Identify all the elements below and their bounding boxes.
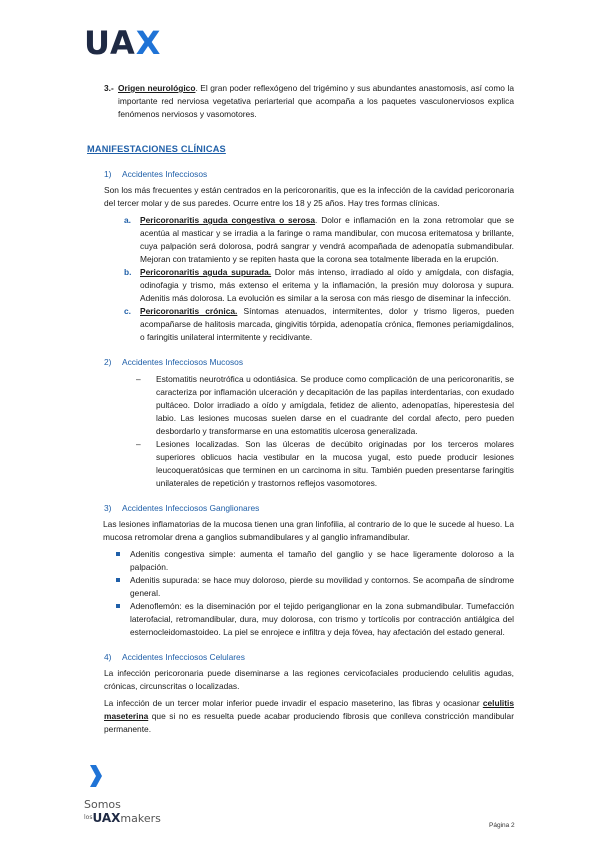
bullet-icon bbox=[116, 552, 120, 556]
bullet-list bbox=[116, 548, 514, 639]
paragraph: La infección pericoronaria puede diseminarse a las regiones cervicofaciales produciendo celulitis agudas, crónicas, circunscritas o localizadas. bbox=[104, 668, 514, 691]
item-text: . El gran poder reflexógeno del trigémino y sus abundantes anastomosis, así como la importante red nerviosa vegetativa periarterial que acompaña a los paquetes vasculonerviosos explica fenómenos nerviosos y vasomotores. bbox=[118, 83, 514, 119]
uax-logo bbox=[84, 24, 162, 62]
footer-somos: Somos bbox=[84, 798, 121, 811]
subsection-title-2: 2) Accidentes Infecciosos Mucosos bbox=[104, 357, 244, 367]
item-title: Origen neurológico bbox=[118, 83, 196, 93]
list-item: Adenoflemón: es la diseminación por el tejido periganglionar en la zona submandibular. Tumefacción laterofacial, retromandibular, dura, muy dolorosa, con trismo y tortícolis por contracción antiálgica del esternocleidomastoideo. La piel se enrojece e infiltra y deja fóvea, hay afectación del estado general. bbox=[116, 600, 514, 639]
chevron-right-icon bbox=[88, 765, 102, 787]
logo-x: X bbox=[135, 24, 162, 62]
paragraph: La infección de un tercer molar inferior puede invadir el espacio maseterino, las fibras y ocasionar celulitis maseterina que si no es resuelta puede acabar produciendo fibrosis que conlleva constricción mandibular permanente. bbox=[104, 698, 514, 734]
bullet-icon bbox=[116, 578, 120, 582]
subsection-title-3: 3) Accidentes Infecciosos Ganglionares bbox=[104, 503, 260, 513]
list-item-origen-neurologico bbox=[104, 82, 514, 121]
logo-text: UA bbox=[84, 24, 136, 62]
dash-list bbox=[136, 373, 514, 490]
subsection-title-4: 4) Accidentes Infecciosos Celulares bbox=[104, 652, 245, 662]
item-number: 3.- bbox=[104, 83, 114, 93]
list-item: a. Pericoronaritis aguda congestiva o serosa. Dolor e inflamación en la zona retromolar que se acentúa al masticar y se irradia a la faringe o rama mandibular, con mucosa eritematosa y brillante, cuya palpación será dolorosa, podrá sangrar y vendrá acompañada de adenopatía submandibular. Mejoran con tratamiento y se repiten hasta que la corona sea totalmente liberada en la erupción. bbox=[124, 215, 514, 264]
paragraph: Las lesiones inflamatorias de la mucosa tienen una gran linfofilia, al contrario de lo que le sucede al hueso. La mucosa retromolar drena a ganglios submandibulares y al ganglio inframandibular. bbox=[103, 519, 514, 542]
subsection-title-1: 1) Accidentes Infecciosos bbox=[104, 169, 208, 179]
list-item: Adenitis congestiva simple: aumenta el tamaño del ganglio y se hace ligeramente doloroso a la palpación. bbox=[116, 548, 514, 574]
page-number: Página 2 bbox=[489, 822, 515, 829]
alpha-list bbox=[124, 214, 514, 344]
list-item: c. Pericoronaritis crónica. Síntomas atenuados, intermitentes, dolor y trismo ligeros, pueden acompañarse de halitosis marcada, gingivitis tórpida, adenopatía crónica, flemones periamigdalinos, o faringitis unilateral intermitente y recidivante. bbox=[124, 306, 514, 342]
footer-brand: $^{los}$UAXmakers bbox=[84, 811, 161, 825]
document-body bbox=[87, 82, 514, 740]
list-item: b. Pericoronaritis aguda supurada. Dolor más intenso, irradiado al oído y amígdala, con disfagia, odinofagia y trismo, más extenso el eritema y la inflamación, la presión muy dolorosa y supura. Adenitis más dolorosa. La evolución es similar a la serosa con más riesgo de diseminar la infección. bbox=[124, 267, 514, 303]
list-item: Adenitis supurada: se hace muy doloroso, pierde su movilidad y contornos. Se acompaña de síndrome general. bbox=[116, 574, 514, 600]
list-item: – Lesiones localizadas. Son las úlceras de decúbito originadas por los terceros molares superiores oblicuos hacia vestibular en la mucosa yugal, esto puede producir lesiones leucoqueratósicas que terminen en un carcinoma in situ. También pueden presentarse faringitis unilaterales de repetición y trastornos reflejos vasomotores. bbox=[136, 439, 514, 488]
bullet-icon bbox=[116, 604, 120, 608]
list-item: – Estomatitis neurotrófica u odontiásica. Se produce como complicación de una pericoronaritis, se caracteriza por inflamación ulceración y decapitación de las papilas interdentarias, con exudado pultáceo. Dolor irradiado a oído y amígdala, fetidez de aliento, adenopatías, hiperestesia del labio. Las lesiones mucosas suelen darse en el cuadrante del cordal afecto, pero pueden desbordarlo y transformarse en una estomatitis ulcerosa generalizada. bbox=[136, 374, 514, 436]
section-title: MANIFESTACIONES CLÍNICAS bbox=[87, 144, 226, 154]
paragraph: Son los más frecuentes y están centrados en la pericoronaritis, que es la infección de la cavidad pericoronaria del tercer molar y de sus paredes. Ocurre entre los 18 y 25 años. Hay tres formas clínicas. bbox=[104, 185, 514, 208]
